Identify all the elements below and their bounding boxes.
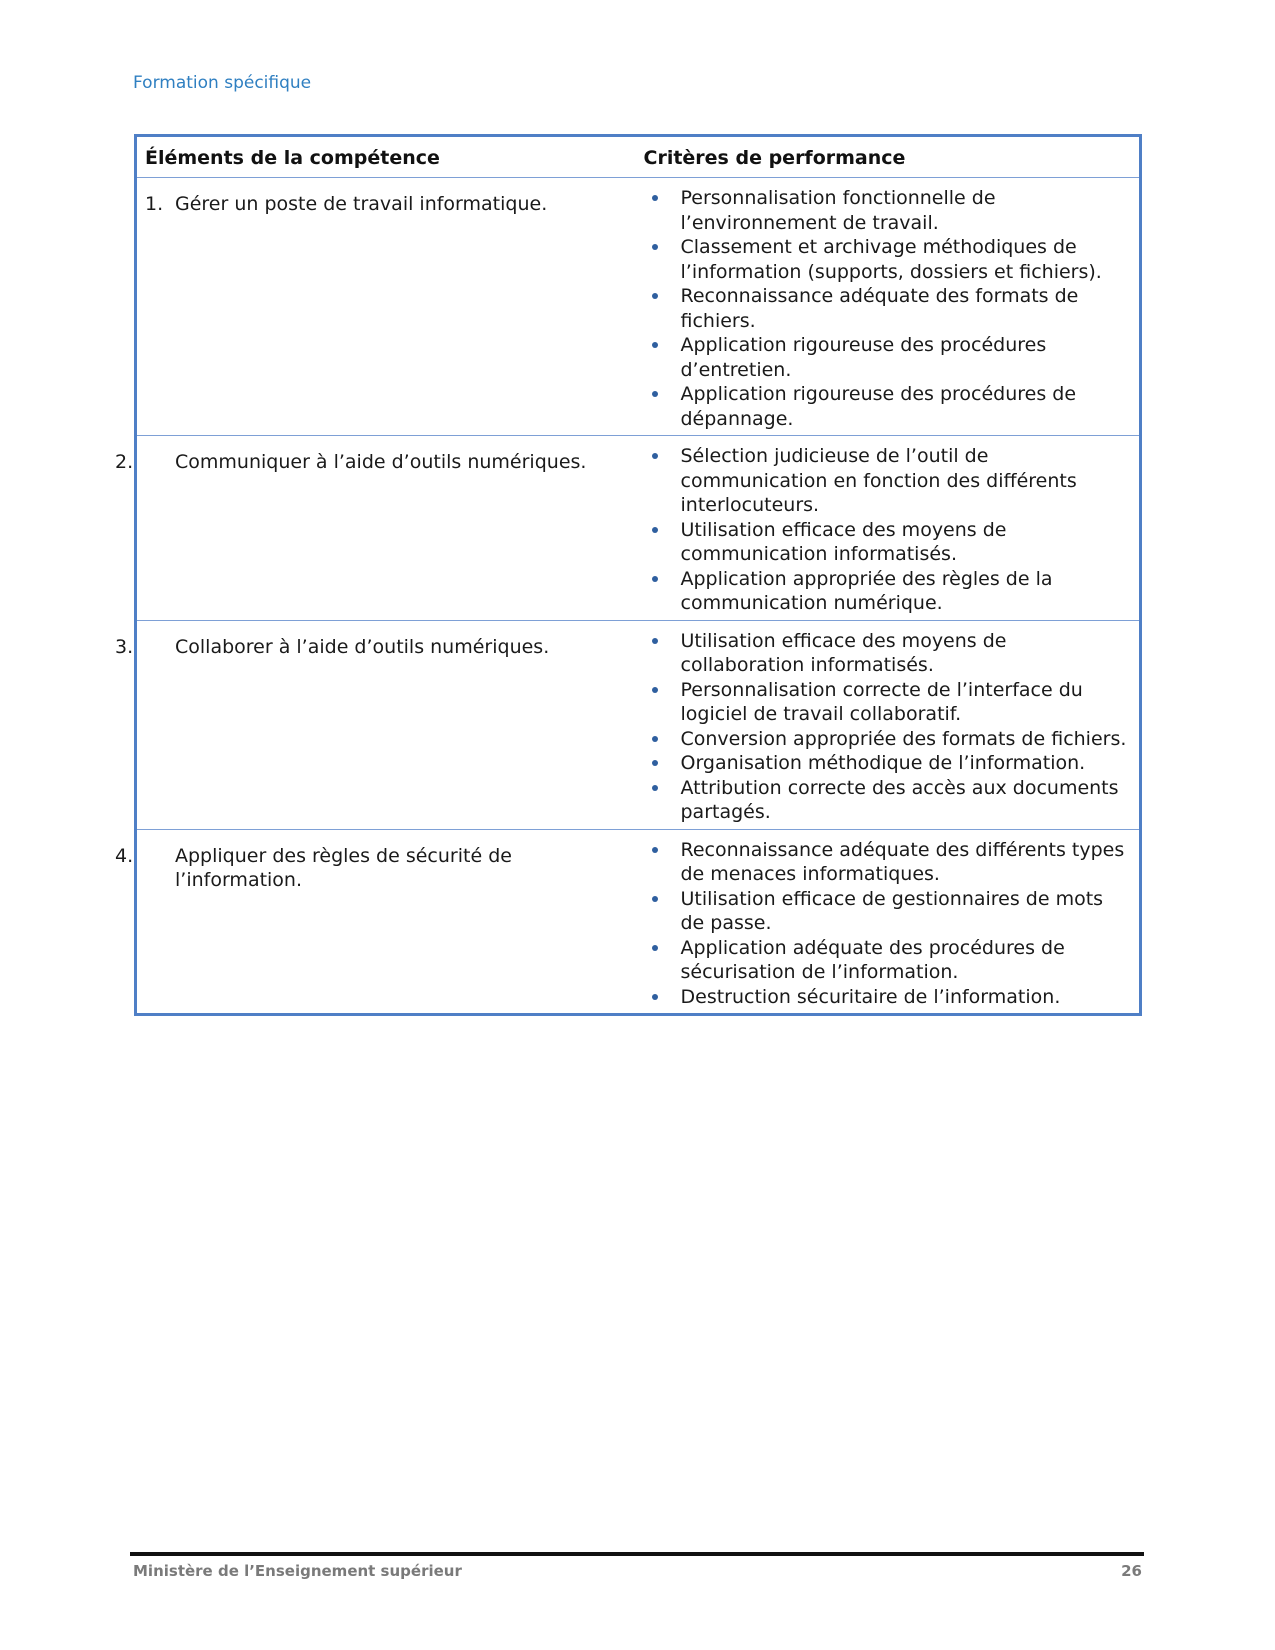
element-number: 3.: [115, 635, 134, 658]
criterion-text: Destruction sécuritaire de l’information.: [680, 985, 1061, 1008]
column-header-elements: Éléments de la compétence: [136, 136, 636, 178]
criteria-cell: [636, 436, 1141, 621]
criterion-text: Application rigoureuse des procédures d’entretien.: [680, 334, 1047, 381]
criteria-list: [644, 629, 1132, 825]
column-header-criteria: Critères de performance: [636, 136, 1141, 178]
criterion-text: Personnalisation correcte de l’interface du logiciel de travail collaboratif.: [680, 678, 1083, 725]
criteria-list: [644, 186, 1132, 431]
criterion-item: [644, 887, 1132, 936]
bullet-icon: [652, 785, 658, 791]
criterion-item: [644, 629, 1132, 678]
element-text: Appliquer des règles de sécurité de l’information.: [175, 844, 512, 891]
bullet-icon: [652, 453, 658, 459]
criterion-item: [644, 838, 1132, 887]
criterion-item: [644, 518, 1132, 567]
bullet-icon: [652, 687, 658, 693]
element-number: 2.: [115, 451, 134, 473]
element-text: Gérer un poste de travail informatique.: [175, 193, 548, 215]
criterion-text: Utilisation efficace de gestionnaires de mots de passe.: [680, 887, 1104, 934]
criterion-text: Application adéquate des procédures de sécurisation de l’information.: [680, 936, 1065, 983]
criterion-item: [644, 936, 1132, 985]
criterion-text: Application rigoureuse des procédures de dépannage.: [680, 383, 1077, 430]
element-cell: [115, 620, 636, 829]
table-row: [136, 178, 1141, 436]
bullet-icon: [652, 847, 658, 853]
element-text: Collaborer à l’aide d’outils numériques.: [175, 635, 550, 658]
bullet-icon: [652, 638, 658, 644]
criterion-item: [644, 776, 1132, 825]
bullet-icon: [652, 576, 658, 582]
criterion-item: [644, 186, 1132, 235]
bullet-icon: [652, 293, 658, 299]
element-cell: [115, 829, 636, 1015]
criterion-text: Utilisation efficace des moyens de communication informatisés.: [680, 518, 1007, 565]
footer-page-number: 26: [1121, 1562, 1142, 1580]
criterion-item: [644, 333, 1132, 382]
criterion-item: [644, 985, 1132, 1010]
criterion-item: [644, 382, 1132, 431]
element-number: 1.: [145, 193, 164, 215]
criterion-text: Organisation méthodique de l’information.: [680, 752, 1086, 774]
criterion-item: [644, 751, 1132, 776]
criteria-cell: [636, 829, 1141, 1015]
footer-rule: [130, 1552, 1144, 1556]
footer-ministry: Ministère de l’Enseignement supérieur: [133, 1562, 462, 1580]
criterion-text: Personnalisation fonctionnelle de l’environnement de travail.: [680, 187, 996, 234]
bullet-icon: [652, 244, 658, 250]
criteria-list: [644, 444, 1132, 616]
table-row: [136, 620, 1141, 829]
element-cell: [136, 178, 636, 436]
bullet-icon: [652, 760, 658, 766]
criterion-text: Application appropriée des règles de la communication numérique.: [680, 567, 1053, 614]
element-text: Communiquer à l’aide d’outils numériques.: [175, 451, 587, 473]
bullet-icon: [652, 342, 658, 348]
bullet-icon: [652, 736, 658, 742]
running-header: Formation spécifique: [133, 73, 312, 93]
bullet-icon: [652, 391, 658, 397]
table-row: [136, 829, 1141, 1015]
table-header-row: [136, 136, 1141, 178]
criteria-cell: [636, 178, 1141, 436]
criterion-item: [644, 284, 1132, 333]
criterion-text: Attribution correcte des accès aux documents partagés.: [680, 776, 1119, 823]
criterion-item: [644, 678, 1132, 727]
element-cell: [115, 436, 636, 621]
criterion-text: Classement et archivage méthodiques de l’information (supports, dossiers et fichiers).: [680, 236, 1102, 283]
criterion-item: [644, 444, 1132, 518]
criteria-cell: [636, 620, 1141, 829]
bullet-icon: [652, 195, 658, 201]
bullet-icon: [652, 945, 658, 951]
criterion-text: Reconnaissance adéquate des formats de fichiers.: [680, 285, 1079, 332]
bullet-icon: [652, 896, 658, 902]
bullet-icon: [652, 527, 658, 533]
table-row: [136, 436, 1141, 621]
bullet-icon: [652, 994, 658, 1000]
criterion-text: Conversion appropriée des formats de fichiers.: [680, 727, 1127, 750]
criterion-item: [644, 235, 1132, 284]
criterion-item: [644, 567, 1132, 616]
criterion-text: Utilisation efficace des moyens de collaboration informatisés.: [680, 629, 1007, 676]
criterion-item: [644, 727, 1132, 752]
criterion-text: Reconnaissance adéquate des différents types de menaces informatiques.: [680, 838, 1125, 885]
criteria-list: [644, 838, 1132, 1010]
competence-table: [115, 134, 1142, 1016]
element-number: 4.: [115, 844, 134, 867]
criterion-text: Sélection judicieuse de l’outil de communication en fonction des différents interlocuteurs.: [680, 445, 1077, 516]
